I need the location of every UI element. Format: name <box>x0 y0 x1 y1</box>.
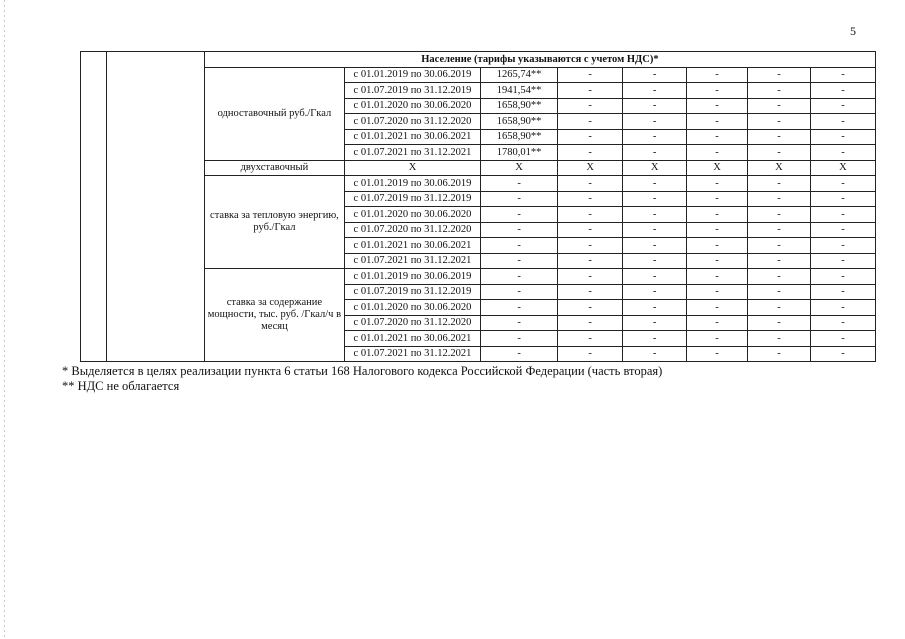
footnote-no-vat: ** НДС не облагается <box>62 379 180 393</box>
value-cell: - <box>748 145 811 161</box>
period-cell: с 01.01.2019 по 30.06.2019 <box>344 67 480 83</box>
footnote-vat-note: * Выделяется в целях реализации пункта 6 статьи 168 Налогового кодекса Российской Федерации (часть вторая) <box>62 364 663 378</box>
blank-cell-number <box>81 52 107 362</box>
value-cell: X <box>558 160 623 176</box>
value-cell: - <box>748 67 811 83</box>
blank-cell-organization <box>107 52 204 362</box>
footnotes <box>62 364 662 394</box>
tariff-category: двухставочный <box>204 160 344 176</box>
value-cell: - <box>623 129 687 145</box>
period-cell: с 01.07.2020 по 31.12.2020 <box>344 315 480 331</box>
value-cell: - <box>810 284 875 300</box>
value-cell: - <box>558 331 623 347</box>
value-cell: - <box>687 331 748 347</box>
value-cell: - <box>481 253 558 269</box>
value-cell: - <box>623 114 687 130</box>
value-cell: - <box>687 129 748 145</box>
value-cell: - <box>558 207 623 223</box>
value-cell: - <box>558 222 623 238</box>
value-cell: - <box>687 269 748 285</box>
period-cell: с 01.01.2020 по 30.06.2020 <box>344 300 480 316</box>
value-cell: X <box>481 160 558 176</box>
value-cell: - <box>810 315 875 331</box>
value-cell: - <box>687 253 748 269</box>
page-number: 5 <box>850 24 856 38</box>
value-cell: - <box>810 331 875 347</box>
value-cell: - <box>687 207 748 223</box>
value-cell: - <box>687 222 748 238</box>
period-cell: с 01.07.2020 по 31.12.2020 <box>344 222 480 238</box>
value-cell: - <box>481 222 558 238</box>
value-cell: - <box>481 238 558 254</box>
value-cell: - <box>623 191 687 207</box>
value-cell: 1780,01** <box>481 145 558 161</box>
value-cell: - <box>748 176 811 192</box>
value-cell: X <box>687 160 748 176</box>
value-cell: - <box>810 300 875 316</box>
period-cell: с 01.07.2019 по 31.12.2019 <box>344 191 480 207</box>
value-cell: - <box>558 346 623 362</box>
value-cell: - <box>748 129 811 145</box>
tariff-category: ставка за содержание мощности, тыс. руб. /Гкал/ч в месяц <box>204 269 344 362</box>
value-cell: - <box>687 114 748 130</box>
value-cell: - <box>623 300 687 316</box>
value-cell: - <box>481 300 558 316</box>
value-cell: - <box>687 346 748 362</box>
value-cell: - <box>558 284 623 300</box>
value-cell: - <box>810 114 875 130</box>
period-cell: с 01.07.2019 по 31.12.2019 <box>344 284 480 300</box>
period-cell: с 01.07.2021 по 31.12.2021 <box>344 346 480 362</box>
period-cell: с 01.01.2019 по 30.06.2019 <box>344 176 480 192</box>
tariff-table <box>80 51 876 362</box>
value-cell: - <box>558 300 623 316</box>
value-cell: X <box>810 160 875 176</box>
value-cell: - <box>481 176 558 192</box>
value-cell: - <box>687 145 748 161</box>
value-cell: - <box>687 238 748 254</box>
value-cell: - <box>748 83 811 99</box>
value-cell: - <box>481 269 558 285</box>
period-cell: с 01.01.2021 по 30.06.2021 <box>344 331 480 347</box>
section-title: Население (тарифы указываются с учетом НДС)* <box>204 52 875 68</box>
value-cell: - <box>810 207 875 223</box>
value-cell: - <box>558 145 623 161</box>
value-cell: - <box>687 315 748 331</box>
value-cell: - <box>748 207 811 223</box>
value-cell: - <box>810 83 875 99</box>
value-cell: - <box>558 238 623 254</box>
value-cell: - <box>623 346 687 362</box>
value-cell: - <box>810 191 875 207</box>
value-cell: - <box>748 269 811 285</box>
period-cell: X <box>344 160 480 176</box>
value-cell: - <box>623 98 687 114</box>
value-cell: - <box>558 269 623 285</box>
value-cell: - <box>481 207 558 223</box>
value-cell: - <box>748 284 811 300</box>
scan-edge-marks <box>4 0 5 639</box>
value-cell: - <box>748 114 811 130</box>
value-cell: X <box>623 160 687 176</box>
value-cell: - <box>687 284 748 300</box>
value-cell: - <box>748 300 811 316</box>
value-cell: - <box>748 331 811 347</box>
value-cell: - <box>623 315 687 331</box>
value-cell: - <box>558 315 623 331</box>
value-cell: - <box>623 207 687 223</box>
value-cell: - <box>748 222 811 238</box>
value-cell: - <box>623 222 687 238</box>
value-cell: - <box>687 67 748 83</box>
tariff-category: одноставочный руб./Гкал <box>204 67 344 160</box>
period-cell: с 01.07.2021 по 31.12.2021 <box>344 145 480 161</box>
value-cell: 1941,54** <box>481 83 558 99</box>
value-cell: - <box>687 83 748 99</box>
value-cell: - <box>623 253 687 269</box>
value-cell: - <box>481 346 558 362</box>
period-cell: с 01.07.2020 по 31.12.2020 <box>344 114 480 130</box>
value-cell: 1265,74** <box>481 67 558 83</box>
period-cell: с 01.07.2019 по 31.12.2019 <box>344 83 480 99</box>
value-cell: - <box>810 145 875 161</box>
value-cell: 1658,90** <box>481 114 558 130</box>
period-cell: с 01.01.2021 по 30.06.2021 <box>344 129 480 145</box>
value-cell: - <box>623 284 687 300</box>
value-cell: - <box>810 346 875 362</box>
value-cell: - <box>623 238 687 254</box>
value-cell: - <box>748 253 811 269</box>
value-cell: - <box>558 129 623 145</box>
value-cell: - <box>558 253 623 269</box>
value-cell: - <box>481 284 558 300</box>
value-cell: - <box>481 191 558 207</box>
value-cell: - <box>748 346 811 362</box>
value-cell: - <box>810 176 875 192</box>
period-cell: с 01.01.2020 по 30.06.2020 <box>344 98 480 114</box>
value-cell: - <box>810 238 875 254</box>
section-header-row <box>81 52 876 68</box>
value-cell: - <box>481 331 558 347</box>
value-cell: - <box>558 176 623 192</box>
period-cell: с 01.07.2021 по 31.12.2021 <box>344 253 480 269</box>
value-cell: - <box>623 67 687 83</box>
value-cell: - <box>623 145 687 161</box>
value-cell: 1658,90** <box>481 98 558 114</box>
value-cell: - <box>810 222 875 238</box>
value-cell: - <box>748 191 811 207</box>
value-cell: - <box>810 67 875 83</box>
value-cell: - <box>810 253 875 269</box>
value-cell: - <box>748 315 811 331</box>
value-cell: - <box>623 83 687 99</box>
value-cell: - <box>558 98 623 114</box>
value-cell: - <box>623 176 687 192</box>
value-cell: - <box>810 269 875 285</box>
value-cell: - <box>623 269 687 285</box>
period-cell: с 01.01.2019 по 30.06.2019 <box>344 269 480 285</box>
tariff-category: ставка за тепловую энергию, руб./Гкал <box>204 176 344 269</box>
value-cell: - <box>558 83 623 99</box>
value-cell: - <box>748 238 811 254</box>
value-cell: - <box>558 67 623 83</box>
value-cell: - <box>810 98 875 114</box>
value-cell: - <box>687 98 748 114</box>
value-cell: - <box>748 98 811 114</box>
value-cell: - <box>687 176 748 192</box>
value-cell: 1658,90** <box>481 129 558 145</box>
value-cell: - <box>623 331 687 347</box>
value-cell: X <box>748 160 811 176</box>
value-cell: - <box>687 300 748 316</box>
value-cell: - <box>558 191 623 207</box>
value-cell: - <box>481 315 558 331</box>
period-cell: с 01.01.2020 по 30.06.2020 <box>344 207 480 223</box>
value-cell: - <box>810 129 875 145</box>
value-cell: - <box>558 114 623 130</box>
period-cell: с 01.01.2021 по 30.06.2021 <box>344 238 480 254</box>
value-cell: - <box>687 191 748 207</box>
